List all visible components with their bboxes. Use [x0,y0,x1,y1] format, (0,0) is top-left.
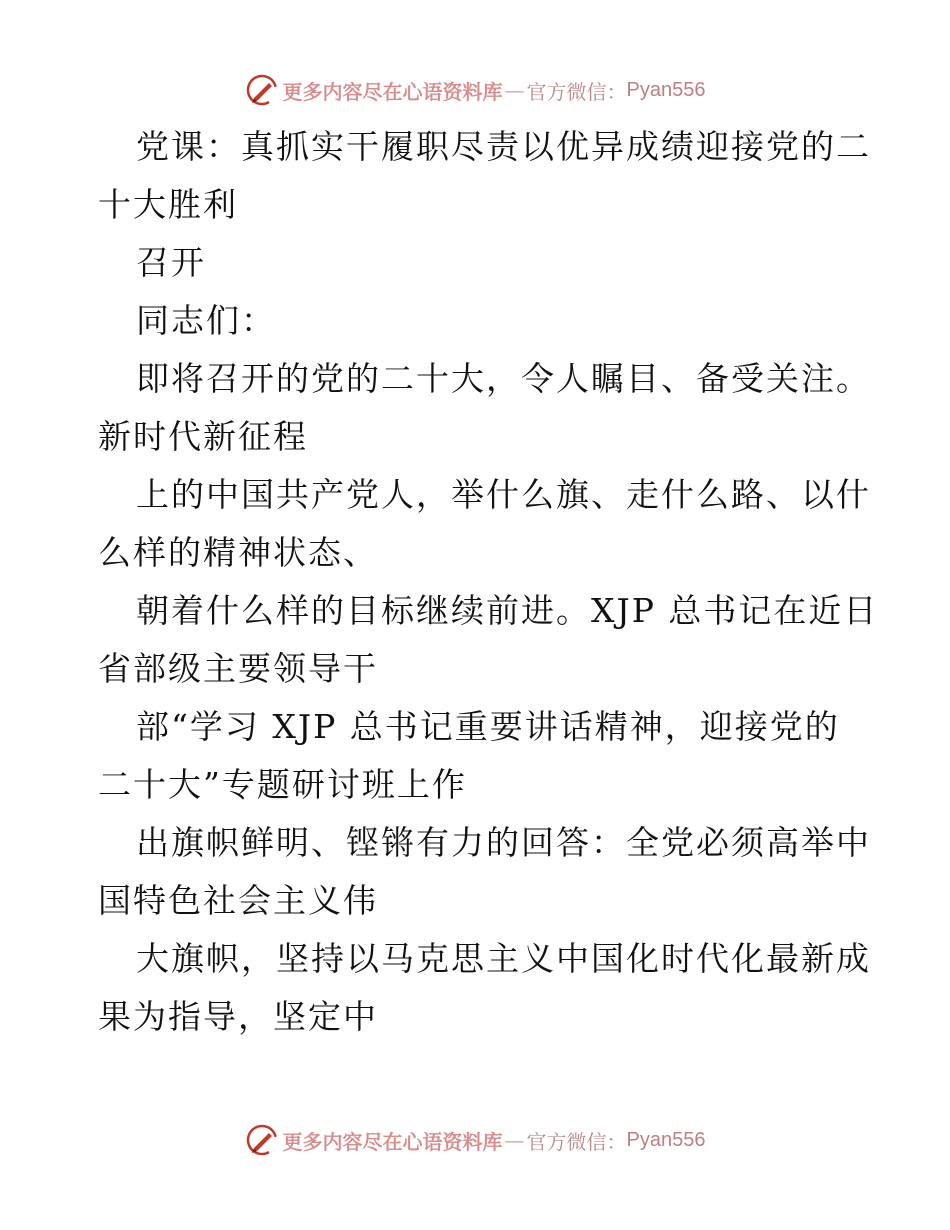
paragraph-line: 新时代新征程 [98,417,308,456]
header-brand-text: 更多内容尽在心语资料库 [282,79,503,104]
paragraph-line: 出旗帜鲜明、铿锵有力的回答：全党必须高举中 [136,823,871,862]
document-title-line-2: 十大胜利 [98,185,238,224]
header-banner [0,72,950,108]
paragraph-line: 国特色社会主义伟 [98,881,378,920]
footer-wechat-label: 官方微信： [526,1129,627,1154]
document-title-line-1: 党课：真抓实干履职尽责以优异成绩迎接党的二 [136,127,871,166]
paragraph-line: 果为指导，坚定中 [98,997,378,1036]
paragraph-line: 上的中国共产党人，举什么旗、走什么路、以什 [136,475,871,514]
footer-wechat-id: Pyan556 [626,1128,706,1151]
paragraph-line: 二十大”专题研讨班上作 [98,765,467,804]
header-wechat-id: Pyan556 [626,78,706,101]
pen-logo-icon [245,1123,279,1157]
salutation-line: 同志们： [136,301,276,340]
paragraph-line: 朝着什么样的目标继续前进。XJP 总书记在近日 [136,591,879,630]
paragraph-line: 即将召开的党的二十大，令人瞩目、备受关注。 [136,359,871,398]
paragraph-line: 省部级主要领导干 [98,649,378,688]
header-wechat-label: 官方微信： [526,79,627,104]
paragraph-line: 么样的精神状态、 [98,533,378,572]
footer-brand-text: 更多内容尽在心语资料库 [282,1129,503,1154]
document-body [98,118,879,1046]
header-dash: — [504,78,525,102]
pen-logo-icon [245,73,279,107]
paragraph-line: 大旗帜，坚持以马克思主义中国化时代化最新成 [136,939,871,978]
paragraph-line: 部“学习 XJP 总书记重要讲话精神，迎接党的 [136,707,840,746]
paragraph-line: 召开 [136,243,206,282]
footer-dash: — [504,1128,525,1152]
footer-banner [0,1122,950,1158]
